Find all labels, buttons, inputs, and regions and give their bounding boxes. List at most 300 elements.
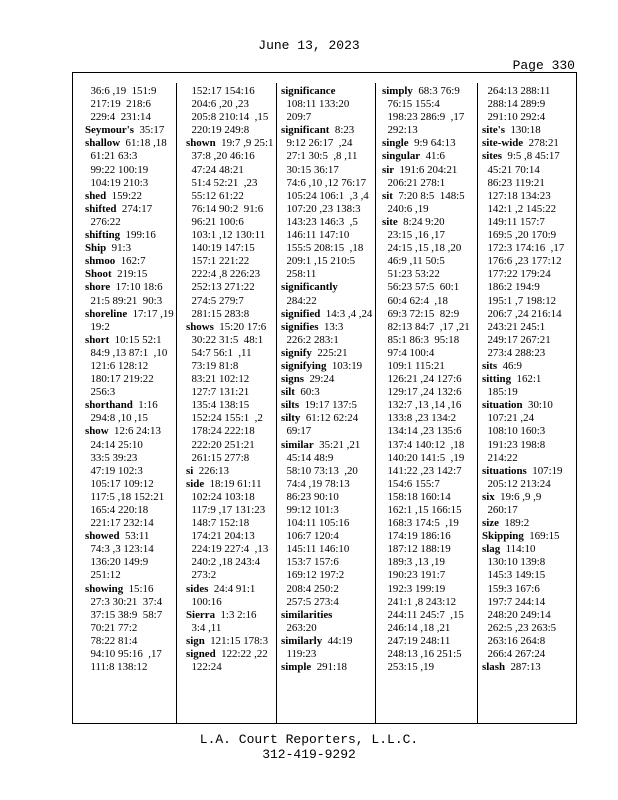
page-line-refs: 74:4 ,19 78:13: [281, 477, 350, 490]
page-line-refs: 189:3 ,13 ,19: [382, 556, 445, 569]
index-entry-continuation: [382, 229, 474, 242]
page-line-refs: 159:22: [106, 189, 142, 202]
index-entry-continuation: [85, 661, 177, 674]
page-line-refs: 134:14 ,23 135:6: [382, 425, 462, 438]
page-line-refs: 133:8 ,23 134:2: [382, 412, 457, 425]
index-entry-continuation: [186, 124, 278, 137]
page-line-refs: 241:1 ,8 243:12: [382, 595, 457, 608]
index-entry-continuation: [85, 596, 177, 609]
page-line-refs: 240:2 ,18 243:4: [186, 556, 261, 569]
index-entry-continuation: [186, 386, 278, 399]
index-entry-continuation: [482, 556, 574, 569]
page-line-refs: 109:1 115:21: [382, 359, 445, 372]
index-entry-continuation: [482, 321, 574, 334]
index-entry-continuation: [186, 85, 278, 98]
page-line-refs: 176:6 ,23 177:12: [482, 255, 562, 268]
index-entry-continuation: [382, 124, 474, 137]
page-line-refs: 12:6 24:13: [108, 425, 161, 438]
index-word: situations: [482, 464, 527, 477]
page-line-refs: 145:3 149:15: [482, 569, 546, 582]
page-line-refs: 69:17: [281, 425, 312, 438]
index-entry-continuation: [281, 622, 373, 635]
index-entry-continuation: [186, 360, 278, 373]
index-entry-continuation: [85, 478, 177, 491]
page-line-refs: 191:6 204:21: [394, 163, 458, 176]
page-line-refs: 180:17 219:22: [85, 373, 154, 386]
reporter-company: L.A. Court Reporters, L.L.C.: [199, 732, 419, 747]
index-entry: [281, 347, 373, 360]
page-line-refs: 17:17 ,19: [127, 307, 174, 320]
index-entry-continuation: [281, 583, 373, 596]
page-line-refs: 19:17 137:5: [299, 399, 357, 412]
index-entry-continuation: [186, 281, 278, 294]
page-line-refs: 55:12 61:22: [186, 189, 244, 202]
index-entry-continuation: [281, 425, 373, 438]
index-entry-continuation: [281, 255, 373, 268]
page-line-refs: 127:7 131:21: [186, 386, 250, 399]
index-entry-continuation: [186, 268, 278, 281]
index-entry-continuation: [482, 268, 574, 281]
page-line-refs: 44:19: [322, 634, 353, 647]
index-entry-continuation: [482, 635, 574, 648]
index-word: single: [382, 137, 409, 150]
page-line-refs: 13:3: [318, 320, 344, 333]
page-line-refs: 105:17 109:12: [85, 477, 154, 490]
index-entry-continuation: [281, 517, 373, 530]
page-line-refs: 122:22 ,22: [215, 648, 268, 661]
page-line-refs: 140:19 147:15: [186, 242, 255, 255]
page-line-refs: 107:21 ,24: [482, 412, 535, 425]
page-line-refs: 19:2: [85, 320, 110, 333]
index-entry-continuation: [382, 465, 474, 478]
index-column-1: [85, 85, 177, 674]
page-line-refs: 7:20 8:5 148:5: [392, 189, 465, 202]
page-line-refs: 74:6 ,10 ,12 76:17: [281, 176, 367, 189]
page-line-refs: 9:12 26:17 ,24: [281, 137, 353, 150]
index-entry: [382, 85, 474, 98]
index-entry-continuation: [186, 242, 278, 255]
page-line-refs: 274:5 279:7: [186, 294, 244, 307]
index-entry-continuation: [382, 635, 474, 648]
page-line-refs: 209:7: [281, 111, 312, 124]
index-entry-continuation: [382, 281, 474, 294]
index-entry-continuation: [382, 412, 474, 425]
index-entry: [85, 268, 177, 281]
index-entry-continuation: [186, 491, 278, 504]
index-entry-continuation: [281, 177, 373, 190]
index-entry: [482, 465, 574, 478]
index-word: similarly: [281, 634, 323, 647]
index-entry-continuation: [186, 622, 278, 635]
page-line-refs: 47:19 102:3: [85, 464, 143, 477]
page-line-refs: 61:12 62:24: [300, 412, 359, 425]
index-entry-continuation: [85, 150, 177, 163]
index-entry-continuation: [382, 530, 474, 543]
index-entry-continuation: [85, 569, 177, 582]
page-line-refs: 253:15 ,19: [382, 661, 435, 674]
page-line-refs: 284:22: [281, 294, 317, 307]
index-entry: [281, 321, 373, 334]
page-line-refs: 17:10 18:6: [110, 281, 163, 294]
page-line-refs: 141:22 ,23 142:7: [382, 464, 462, 477]
index-word: signify: [281, 346, 312, 359]
index-entry-continuation: [382, 504, 474, 517]
page-line-refs: 224:19 227:4 ,13: [186, 543, 269, 556]
index-word: Seymour's: [85, 124, 135, 137]
page-line-refs: 21:5 89:21 90:3: [85, 294, 163, 307]
index-entry: [382, 150, 474, 163]
index-entry-continuation: [186, 347, 278, 360]
index-column-3: [281, 85, 373, 674]
index-entry-continuation: [281, 334, 373, 347]
page-line-refs: 248:13 ,16 251:5: [382, 648, 462, 661]
index-entry-continuation: [482, 295, 574, 308]
index-entry: [85, 137, 177, 150]
index-entry-continuation: [281, 98, 373, 111]
column-divider: [477, 83, 478, 723]
index-entry: [85, 242, 177, 255]
index-entry: [85, 583, 177, 596]
page-line-refs: 153:7 157:6: [281, 556, 339, 569]
index-entry: [186, 635, 278, 648]
index-entry-continuation: [186, 556, 278, 569]
index-entry-continuation: [85, 111, 177, 124]
page-line-refs: 102:24 103:18: [186, 490, 255, 503]
index-entry-continuation: [85, 465, 177, 478]
index-entry-continuation: [281, 556, 373, 569]
index-word: six: [482, 490, 495, 503]
index-word: significantly: [281, 281, 338, 294]
index-entry-continuation: [281, 569, 373, 582]
page-line-refs: 273:2: [186, 569, 217, 582]
page-line-refs: 248:20 249:14: [482, 608, 551, 621]
page-line-refs: 240:6 ,19: [382, 202, 429, 215]
index-entry-continuation: [186, 164, 278, 177]
index-entry-continuation: [186, 177, 278, 190]
index-entry-continuation: [382, 425, 474, 438]
index-word: shorthand: [85, 399, 133, 412]
page-line-refs: 226:2 283:1: [281, 333, 339, 346]
page-line-refs: 274:17: [116, 202, 153, 215]
page-line-refs: 291:10 292:4: [482, 111, 546, 124]
page-line-refs: 78:22 81:4: [85, 634, 138, 647]
index-entry: [85, 203, 177, 216]
index-entry: [281, 360, 373, 373]
page-line-refs: 104:19 210:3: [85, 176, 149, 189]
index-entry-continuation: [281, 478, 373, 491]
index-word: site: [382, 215, 398, 228]
page-line-refs: 249:17 267:21: [482, 333, 551, 346]
page-line-refs: 33:5 39:23: [85, 451, 138, 464]
page-line-refs: 27:3 30:21 37:4: [85, 595, 163, 608]
page-line-refs: 205:8 210:14 ,15: [186, 111, 269, 124]
index-entry-continuation: [281, 190, 373, 203]
index-entry: [85, 229, 177, 242]
index-entry: [186, 583, 278, 596]
page-line-refs: 257:5 273:4: [281, 595, 339, 608]
index-entry-continuation: [186, 596, 278, 609]
index-entry-continuation: [186, 255, 278, 268]
index-entry-continuation: [482, 412, 574, 425]
index-word: side: [186, 477, 205, 490]
index-entry-continuation: [482, 111, 574, 124]
index-entry-continuation: [482, 334, 574, 347]
page-line-refs: 106:7 120:4: [281, 530, 339, 543]
page-line-refs: 108:11 133:20: [281, 98, 350, 111]
index-entry-continuation: [482, 85, 574, 98]
index-entry-continuation: [281, 295, 373, 308]
index-entry-continuation: [85, 216, 177, 229]
index-word: silt: [281, 386, 295, 399]
index-entry: [482, 491, 574, 504]
page-line-refs: 266:4 267:24: [482, 648, 546, 661]
index-entry: [382, 190, 474, 203]
page-line-refs: 82:13 84:7 ,17 ,21: [382, 320, 470, 333]
page-line-refs: 121:15 178:3: [204, 634, 269, 647]
index-entry: [281, 373, 373, 386]
index-entry-continuation: [382, 98, 474, 111]
index-entry-continuation: [85, 164, 177, 177]
index-entry-continuation: [482, 216, 574, 229]
index-entry: [281, 399, 373, 412]
index-entry: [186, 609, 278, 622]
page-line-refs: 154:6 155:7: [382, 477, 440, 490]
index-entry-continuation: [482, 425, 574, 438]
index-entry-continuation: [382, 373, 474, 386]
index-entry-continuation: [382, 268, 474, 281]
page-line-refs: 172:3 174:16 ,17: [482, 242, 565, 255]
index-entry: [482, 543, 574, 556]
index-entry-continuation: [281, 452, 373, 465]
index-word: sides: [186, 582, 209, 595]
index-word: situation: [482, 399, 523, 412]
page-line-refs: 137:4 140:12 ,18: [382, 438, 465, 451]
index-entry: [382, 164, 474, 177]
page-line-refs: 260:17: [482, 504, 518, 516]
index-entry: [85, 281, 177, 294]
index-entry-continuation: [482, 281, 574, 294]
index-entry-continuation: [85, 360, 177, 373]
index-entry-continuation: [85, 439, 177, 452]
page-line-refs: 135:4 138:15: [186, 399, 250, 412]
page-line-refs: 122:24: [186, 661, 222, 674]
page-line-refs: 148:7 152:18: [186, 517, 250, 530]
index-entry-continuation: [186, 308, 278, 321]
index-entry-continuation: [482, 622, 574, 635]
page-line-refs: 187:12 188:19: [382, 543, 451, 556]
page-line-refs: 251:12: [85, 569, 121, 582]
index-word: sitting: [482, 373, 512, 386]
page-line-refs: 30:10: [522, 399, 553, 412]
index-entry-continuation: [85, 452, 177, 465]
index-entry-continuation: [382, 347, 474, 360]
page-line-refs: 97:4 100:4: [382, 346, 435, 359]
page-line-refs: 244:11 245:7 ,15: [382, 608, 464, 621]
index-entry-continuation: [186, 203, 278, 216]
page-line-refs: 226:13: [193, 464, 229, 477]
page-line-refs: 146:11 147:10: [281, 229, 350, 242]
page-line-refs: 294:8 ,10 ,15: [85, 412, 148, 425]
page-line-refs: 61:21 63:3: [85, 150, 138, 163]
page-line-refs: 169:5 ,20 170:9: [482, 229, 557, 242]
index-entry: [281, 386, 373, 399]
page-line-refs: 192:3 199:19: [382, 582, 446, 595]
index-entry: [281, 635, 373, 648]
index-word: Sierra: [186, 608, 216, 621]
index-entry-continuation: [85, 556, 177, 569]
index-column-5: [482, 85, 574, 674]
index-entry-continuation: [382, 111, 474, 124]
page-line-refs: 30:15 36:17: [281, 163, 339, 176]
page-line-refs: 121:6 128:12: [85, 359, 149, 372]
page-line-refs: 152:17 154:16: [186, 85, 255, 97]
page-line-refs: 23:15 ,16 ,17: [382, 229, 445, 242]
page-line-refs: 37:15 38:9 58:7: [85, 608, 163, 621]
page-line-refs: 264:13 288:11: [482, 85, 551, 97]
page-line-refs: 145:11 146:10: [281, 543, 350, 556]
index-entry-continuation: [482, 177, 574, 190]
page-line-refs: 222:20 251:21: [186, 438, 255, 451]
page-line-refs: 291:18: [311, 661, 347, 674]
index-entry: [281, 439, 373, 452]
index-entry-continuation: [482, 439, 574, 452]
page-line-refs: 140:20 141:5 ,19: [382, 451, 465, 464]
index-entry-continuation: [281, 229, 373, 242]
page-line-refs: 51:23 53:22: [382, 268, 440, 281]
page-line-refs: 204:6 ,20 ,23: [186, 98, 249, 111]
index-entry-continuation: [382, 556, 474, 569]
index-entry: [482, 124, 574, 137]
page-line-refs: 37:8 ,20 46:16: [186, 150, 255, 163]
page-line-refs: 149:11 157:7: [482, 215, 545, 228]
column-divider: [276, 83, 277, 723]
index-entry-continuation: [85, 648, 177, 661]
page-line-refs: 107:19: [526, 464, 563, 477]
index-word: singular: [382, 150, 421, 163]
index-entry-continuation: [281, 504, 373, 517]
page-line-refs: 206:7 ,24 216:14: [482, 307, 562, 320]
index-entry: [482, 373, 574, 386]
column-divider: [176, 83, 177, 723]
index-entry-continuation: [482, 308, 574, 321]
page-line-refs: 263:16 264:8: [482, 634, 546, 647]
index-entry-continuation: [482, 609, 574, 622]
index-word: si: [186, 464, 194, 477]
index-entry-continuation: [281, 530, 373, 543]
page-line-refs: 76:14 90:2 91:6: [186, 202, 264, 215]
page-line-refs: 208:4 250:2: [281, 582, 339, 595]
index-entry-continuation: [382, 334, 474, 347]
index-entry-continuation: [186, 504, 278, 517]
page-line-refs: 219:15: [111, 268, 148, 281]
page-line-refs: 169:15: [523, 530, 560, 543]
page-line-refs: 107:20 ,23 138:3: [281, 202, 361, 215]
index-entry-continuation: [186, 373, 278, 386]
index-entry-continuation: [85, 491, 177, 504]
index-entry-continuation: [482, 478, 574, 491]
page-line-refs: 132:7 ,13 ,14 ,16: [382, 399, 462, 412]
index-word: showing: [85, 582, 124, 595]
index-entry-continuation: [482, 347, 574, 360]
page-line-refs: 69:3 72:15 82:9: [382, 307, 460, 320]
page-line-refs: 24:4 91:1: [208, 582, 256, 595]
page-line-refs: 29:24: [304, 373, 335, 386]
index-entry: [281, 308, 373, 321]
index-entry-continuation: [382, 386, 474, 399]
index-word: sign: [186, 634, 205, 647]
index-entry-continuation: [382, 308, 474, 321]
index-entry: [281, 281, 373, 294]
index-entry-continuation: [186, 543, 278, 556]
reporter-phone: 312-419-9292: [262, 747, 356, 762]
index-entry-continuation: [382, 478, 474, 491]
page-line-refs: 104:11 105:16: [281, 517, 350, 530]
page-line-refs: 195:1 ,7 198:12: [482, 294, 557, 307]
page-line-refs: 136:20 149:9: [85, 556, 149, 569]
page-line-refs: 8:23: [329, 124, 355, 137]
page-line-refs: 94:10 95:16 ,17: [85, 648, 162, 661]
index-entry-continuation: [85, 321, 177, 334]
index-word: Skipping: [482, 530, 524, 543]
page-line-refs: 217:19 218:6: [85, 98, 151, 111]
page-line-refs: 186:2 194:9: [482, 281, 540, 294]
index-entry-continuation: [382, 517, 474, 530]
index-entry-continuation: [482, 190, 574, 203]
page-line-refs: 51:4 52:21 ,23: [186, 176, 258, 189]
index-entry-continuation: [382, 543, 474, 556]
index-entry-continuation: [186, 661, 278, 674]
index-entry: [85, 190, 177, 203]
index-entry: [482, 661, 574, 674]
page-line-refs: 114:10: [500, 543, 536, 556]
page-line-refs: 117:5 ,18 152:21: [85, 490, 165, 503]
page-line-refs: 60:3: [294, 386, 320, 399]
index-entry-continuation: [85, 98, 177, 111]
page-line-refs: 10:15 52:1: [109, 333, 162, 346]
page-line-refs: 214:22: [482, 451, 518, 464]
page-line-refs: 281:15 283:8: [186, 307, 250, 320]
index-entry-continuation: [482, 98, 574, 111]
index-word: significance: [281, 85, 336, 97]
page-line-refs: 142:1 ,2 145:22: [482, 202, 557, 215]
index-entry-continuation: [186, 334, 278, 347]
page-line-refs: 61:18 ,18: [120, 137, 167, 150]
index-entry-continuation: [85, 622, 177, 635]
index-entry-continuation: [281, 137, 373, 150]
page-line-refs: 155:5 208:15 ,18: [281, 242, 364, 255]
page-line-refs: 222:4 ,8 226:23: [186, 268, 261, 281]
index-word: shown: [186, 137, 216, 150]
page-line-refs: 83:21 102:12: [186, 373, 250, 386]
page-line-refs: 47:24 48:21: [186, 163, 244, 176]
index-entry: [382, 216, 474, 229]
page-line-refs: 8:24 9:20: [397, 215, 445, 228]
index-entry-continuation: [382, 596, 474, 609]
index-word: Shoot: [85, 268, 112, 281]
page-line-refs: 168:3 174:5 ,19: [382, 517, 459, 530]
page-line-refs: 247:19 248:11: [382, 634, 451, 647]
index-word: similarities: [281, 608, 333, 621]
index-entry-continuation: [382, 609, 474, 622]
page-line-refs: 103:19: [326, 359, 363, 372]
index-entry-continuation: [382, 255, 474, 268]
page-line-refs: 276:22: [85, 215, 121, 228]
page-line-refs: 198:23 286:9 ,17: [382, 111, 465, 124]
index-entry: [281, 124, 373, 137]
index-word: simple: [281, 661, 312, 674]
index-entry: [482, 399, 574, 412]
index-entry: [85, 308, 177, 321]
